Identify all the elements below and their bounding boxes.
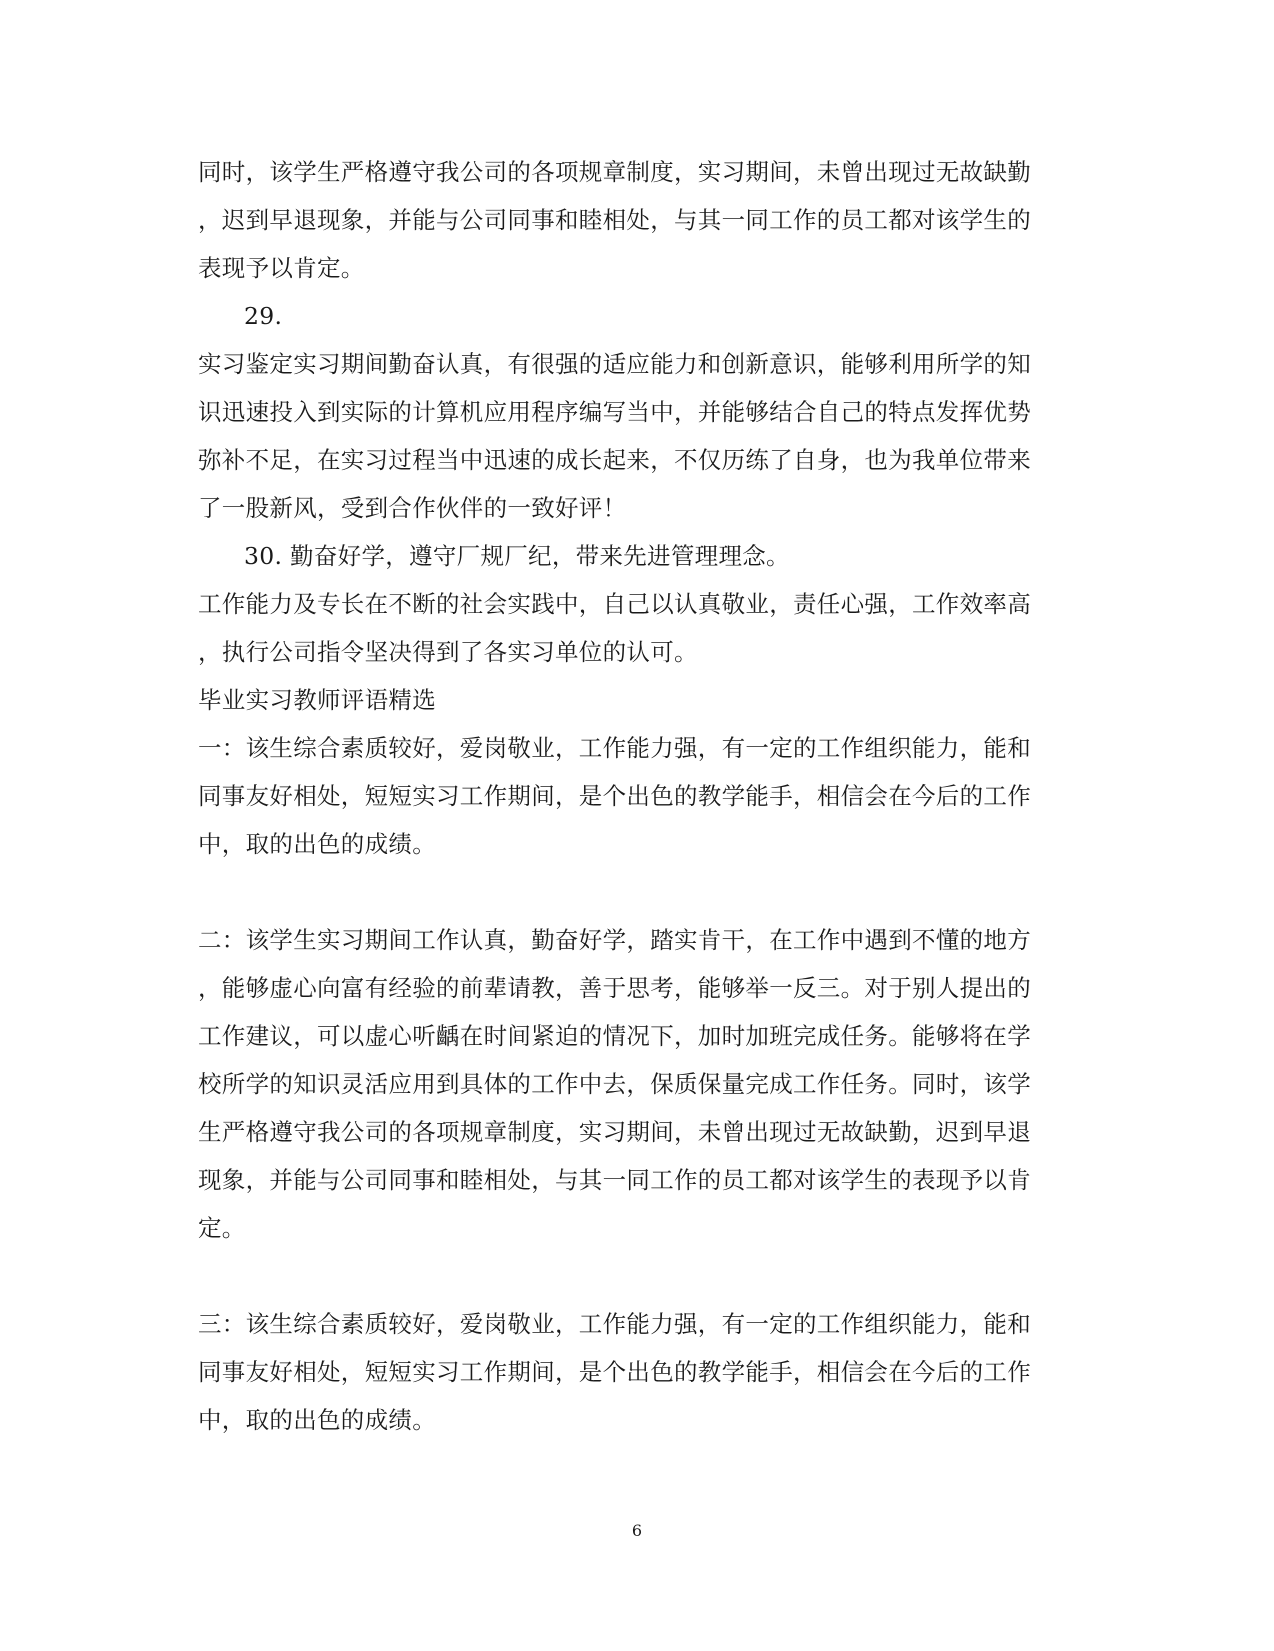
paragraph-line: 生严格遵守我公司的各项规章制度，实习期间，未曾出现过无故缺勤，迟到早退	[198, 1118, 1031, 1146]
paragraph-line: 同事友好相处，短短实习工作期间，是个出色的教学能手，相信会在今后的工作	[198, 1358, 1031, 1386]
paragraph-line: 三：该生综合素质较好，爱岗敬业，工作能力强，有一定的工作组织能力，能和	[198, 1310, 1031, 1338]
paragraph-line: 同时，该学生严格遵守我公司的各项规章制度，实习期间，未曾出现过无故缺勤	[198, 158, 1031, 186]
paragraph-line: 二：该学生实习期间工作认真，勤奋好学，踏实肯干，在工作中遇到不懂的地方	[198, 926, 1031, 954]
paragraph-line: 同事友好相处，短短实习工作期间，是个出色的教学能手，相信会在今后的工作	[198, 782, 1031, 810]
paragraph-line: 一：该生综合素质较好，爱岗敬业，工作能力强，有一定的工作组织能力，能和	[198, 734, 1031, 762]
paragraph-line: ，迟到早退现象，并能与公司同事和睦相处，与其一同工作的员工都对该学生的	[198, 206, 1031, 234]
paragraph-line: 工作能力及专长在不断的社会实践中，自己以认真敬业，责任心强，工作效率高	[198, 590, 1031, 618]
paragraph-line: 现象，并能与公司同事和睦相处，与其一同工作的员工都对该学生的表现予以肯	[198, 1166, 1031, 1194]
item-number: 29.	[244, 302, 283, 330]
paragraph-line: ，执行公司指令坚决得到了各实习单位的认可。	[198, 638, 698, 666]
paragraph-line: 弥补不足，在实习过程当中迅速的成长起来，不仅历练了自身，也为我单位带来	[198, 446, 1031, 474]
paragraph-line: ，能够虚心向富有经验的前辈请教，善于思考，能够举一反三。对于别人提出的	[198, 974, 1031, 1002]
paragraph-line: 表现予以肯定。	[198, 254, 365, 282]
page-number: 6	[631, 1521, 643, 1540]
paragraph-line: 工作建议，可以虚心听齲在时间紧迫的情况下，加时加班完成任务。能够将在学	[198, 1022, 1031, 1050]
paragraph-line: 了一股新风，受到合作伙伴的一致好评！	[198, 494, 627, 522]
paragraph-line: 定。	[198, 1214, 246, 1242]
section-heading: 毕业实习教师评语精选	[198, 686, 436, 714]
item-heading: 30. 勤奋好学，遵守厂规厂纪，带来先进管理理念。	[244, 542, 790, 570]
paragraph-line: 校所学的知识灵活应用到具体的工作中去，保质保量完成工作任务。同时，该学	[198, 1070, 1031, 1098]
paragraph-line: 识迅速投入到实际的计算机应用程序编写当中，并能够结合自己的特点发挥优势	[198, 398, 1031, 426]
paragraph-line: 中，取的出色的成绩。	[198, 1406, 436, 1434]
paragraph-line: 中，取的出色的成绩。	[198, 830, 436, 858]
paragraph-line: 实习鉴定实习期间勤奋认真，有很强的适应能力和创新意识，能够利用所学的知	[198, 350, 1031, 378]
